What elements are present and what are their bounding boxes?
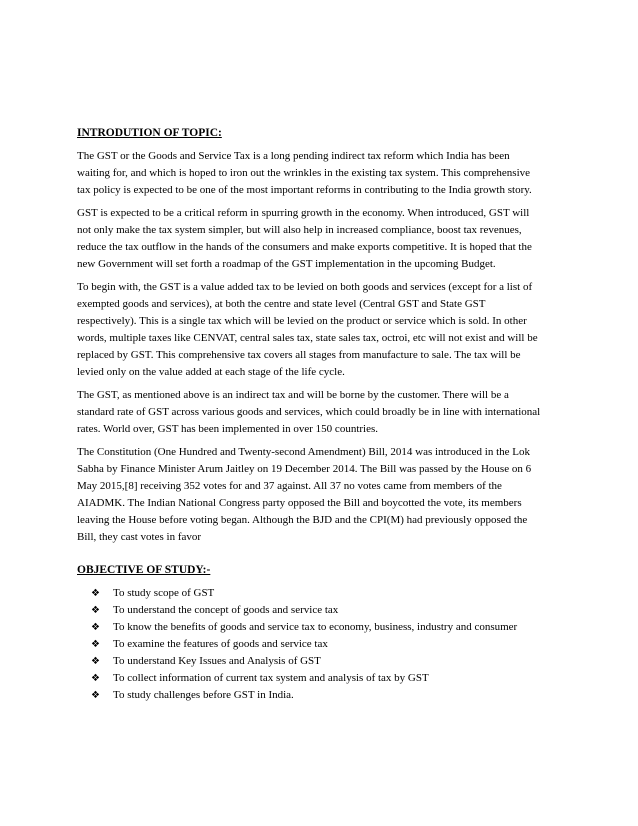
objective-item [91,636,567,653]
paragraph-line: reduce the tax outflow in the hands of the consumers and make exports competitive. It is hoped that the [77,241,532,253]
paragraph-line: To begin with, the GST is a value added tax to be levied on both goods and services (except for a list of [77,281,533,293]
objective-text: To examine the features of goods and service tax [113,638,328,650]
paragraph-line: rates. World over, GST has been implemented in over 150 countries. [77,423,379,435]
intro-paragraph [77,387,567,438]
objective-text: To know the benefits of goods and service tax to economy, business, industry and consumer [113,621,518,633]
diamond-bullet-icon: ❖ [91,639,100,650]
paragraph-line: May 2015,[8] receiving 352 votes for and 37 against. All 37 no votes came from members of the [77,480,502,492]
paragraph-line: waiting for, and which is hoped to iron out the wrinkles in the existing tax system. This comprehensive [77,167,531,179]
objectives-list [77,585,567,704]
intro-paragraph [77,205,567,273]
paragraph-line: tax policy is expected to be one of the most important reforms in contributing to the India growth story. [77,184,532,196]
paragraph-line: respectively). This is a single tax which will be levied on the product or service which is sold. In other [77,315,527,327]
diamond-bullet-icon: ❖ [91,588,100,599]
paragraph-line: words, multiple taxes like CENVAT, central sales tax, state sales tax, octroi, etc will not exist and will be [77,332,538,344]
paragraph-line: GST is expected to be a critical reform in spurring growth in the economy. When introduced, GST will [77,207,530,219]
paragraph-line: levied only on the value added at each stage of the life cycle. [77,366,345,378]
objectives-heading: OBJECTIVE OF STUDY:- [77,564,211,576]
objective-text: To understand the concept of goods and service tax [113,604,339,616]
paragraph-line: AIADMK. The Indian National Congress party opposed the Bill and boycotted the vote, its members [77,497,522,509]
intro-paragraph [77,444,567,546]
objectives-section [77,562,567,704]
intro-heading: INTRODUTION OF TOPIC: [77,127,222,139]
objective-item [91,653,567,670]
diamond-bullet-icon: ❖ [91,622,100,633]
paragraph-line: The Constitution (One Hundred and Twenty-second Amendment) Bill, 2014 was introduced in the Lok [77,446,531,458]
diamond-bullet-icon: ❖ [91,690,100,701]
objective-text: To understand Key Issues and Analysis of GST [113,655,321,667]
paragraph-line: replaced by GST. This comprehensive tax covers all stages from manufacture to sale. The tax will be [77,349,521,361]
objective-item [91,687,567,704]
paragraph-line: not only make the tax system simpler, but will also help in increased compliance, boost tax revenues, [77,224,522,236]
diamond-bullet-icon: ❖ [91,673,100,684]
paragraph-line: Bill, they cast votes in favor [77,531,202,543]
intro-paragraph [77,279,567,381]
paragraph-line: standard rate of GST across various goods and services, which could broadly be in line with international [77,406,541,418]
paragraph-line: Sabha by Finance Minister Arum Jaitley on 19 December 2014. The Bill was passed by the House on 6 [77,463,532,475]
introduction-section [77,125,567,552]
paragraph-line: The GST or the Goods and Service Tax is a long pending indirect tax reform which India has been [77,150,510,162]
objective-text: To collect information of current tax system and analysis of tax by GST [113,672,429,684]
diamond-bullet-icon: ❖ [91,656,100,667]
objective-item [91,670,567,687]
intro-paragraphs [77,148,567,546]
objective-text: To study scope of GST [113,587,215,599]
objective-item [91,602,567,619]
objective-text: To study challenges before GST in India. [113,689,294,701]
paragraph-line: leaving the House before voting began. Although the BJD and the CPI(M) had previously opposed the [77,514,528,526]
objective-item [91,585,567,602]
diamond-bullet-icon: ❖ [91,605,100,616]
intro-paragraph [77,148,567,199]
objective-item [91,619,567,636]
paragraph-line: exempted goods and services), at both the centre and state level (Central GST and State GST [77,298,486,310]
paragraph-line: new Government will set forth a roadmap of the GST implementation in the upcoming Budget. [77,258,496,270]
paragraph-line: The GST, as mentioned above is an indirect tax and will be borne by the customer. There will be a [77,389,509,401]
